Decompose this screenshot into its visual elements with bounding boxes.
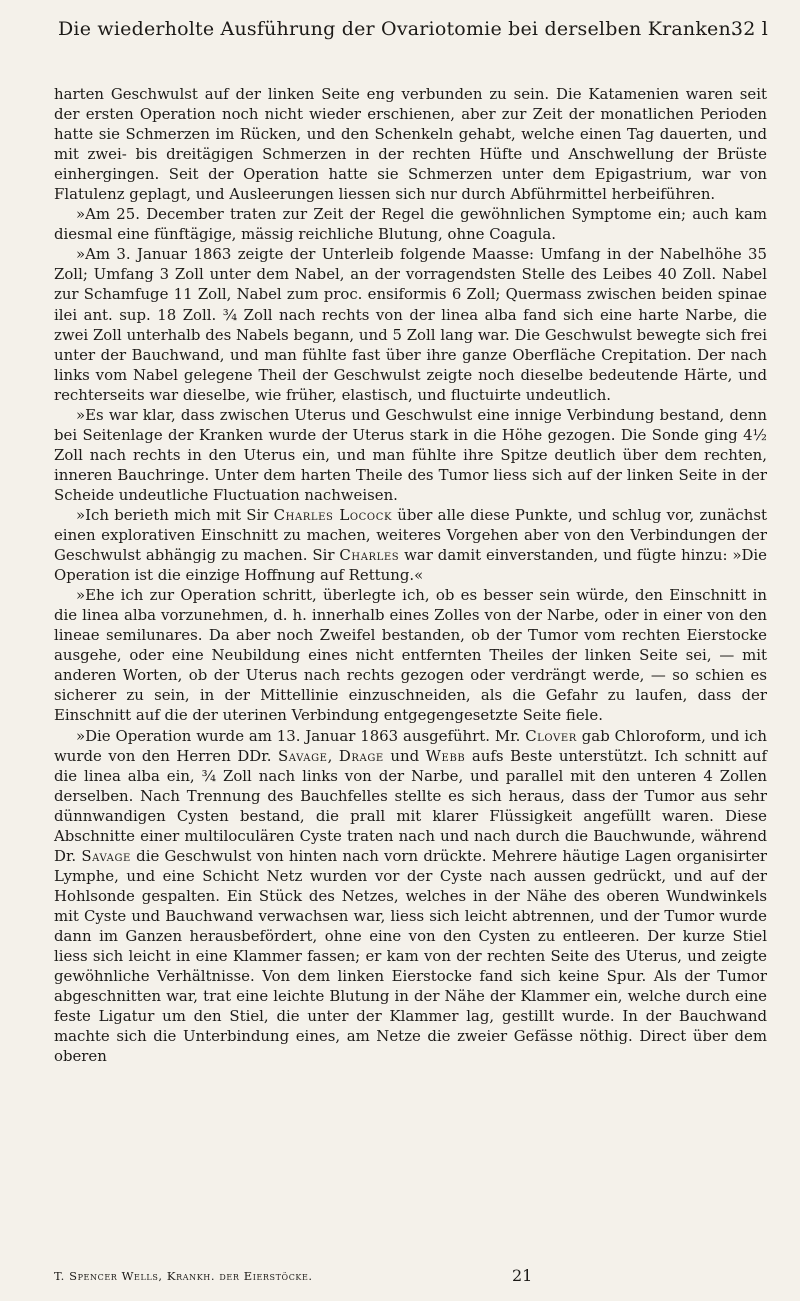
- paragraph-1: harten Geschwulst auf der linken Seite eng verbunden zu sein. Die Katamenien waren seit der ersten Operation noch nicht wieder erschienen, aber zur Zeit der monatlichen Perioden hatte sie Schmerzen im Rücken, und den Schenkeln gehabt, welche einen Tag dauerten, und mit zwei- bis dreitägigen Schmerzen in der rechten Hüfte und Anschwellung der Brüste einhergingen. Seit der Operation hatte sie Schmerzen unter dem Epigastrium, war von Flatulenz geplagt, und Ausleerungen liessen sich nur durch Abführmittel herbeiführen.: [54, 85, 767, 204]
- paragraph-7-text-f: die Geschwulst von hinten nach vorn drückte. Mehrere häutige Lagen organisirter Lymphe, und eine Schicht Netz wurden vor der Cyste nach aussen gedrückt, und auf der Hohlsonde gespalten. Ein Stück des Netzes, welches in der Nähe des oberen Wundwinkels mit Cyste und Bauchwand verwachsen war, liess sich leicht abtrennen, und der Tumor wurde dann im Ganzen herausbefördert, ohne eine von den Cysten zu entleeren. Der kurze Stiel liess sich leicht in eine Klammer fassen; er kam von der rechten Seite des Uterus, und zeigte gewöhnliche Verhältnisse. Von dem linken Eierstocke fand sich keine Spur. Als der Tumor abgeschnitten war, trat eine leichte Blutung in der Nähe der Klammer ein, welche durch eine feste Ligatur um den Stiel, die unter der Klammer lag, gestillt wurde. In der Bauchwand machte sich die Unterbindung eines, am Netze die zweier Gefässe nöthig. Direct über dem oberen: [54, 846, 767, 1066]
- paragraph-5-text-b: über alle diese Punkte, und schlug vor, zunächst einen explorativen Einschnitt zu machen, weiteres Vorgehen aber von den Verbindungen der Geschwulst abhängig zu machen. Sir: [54, 505, 767, 565]
- person-name: Charles Locock: [273, 505, 393, 524]
- paragraph-3: »Am 3. Januar 1863 zeigte der Unterleib folgende Maasse: Umfang in der Nabelhöhe 35 Zoll; Umfang 3 Zoll unter dem Nabel, an der vorragendsten Stelle des Leibes 40 Zoll. Nabel zur Schamfuge 11 Zoll, Nabel zum proc. ensiformis 6 Zoll; Quermass zwischen beiden spinae ilei ant. sup. 18 Zoll. ¾ Zoll nach rechts von der linea alba fand sich eine harte Narbe, die zwei Zoll unterhalb des Nabels begann, und 5 Zoll lang war. Die Geschwulst bewegte sich frei unter der Bauchwand, und man fühlte fast über ihre ganze Oberfläche Crepitation. Der nach links vom Nabel gelegene Theil der Geschwulst zeigte noch dieselbe bedeutende Härte, und rechterseits war dieselbe, wie früher, elastisch, und fluctuirte undeutlich.: [54, 245, 767, 404]
- person-name: Clover: [525, 726, 577, 745]
- paragraph-7-text-a: »Die Operation wurde am 13. Januar 1863 ausgeführt. Mr.: [76, 726, 526, 745]
- person-name: Drage: [338, 746, 384, 765]
- paragraph-7-text-c: ,: [327, 746, 339, 765]
- sheet-number: 21: [512, 1266, 533, 1285]
- paragraph-7-text-e: aufs Beste unterstützt. Ich schnitt auf die linea alba ein, ¾ Zoll nach links von der Narbe, und parallel mit den unteren 4 Zollen derselben. Nach Trennung des Bauchfelles stellte es sich heraus, dass der Tumor aus sehr dünnwandigen Cysten bestand, die prall mit klarer Flüssigkeit angefüllt waren. Diese Abschnitte einer multiloculären Cyste traten nach und nach durch die Bauchwunde, während Dr.: [54, 746, 768, 865]
- paragraph-6: »Ehe ich zur Operation schritt, überlegte ich, ob es besser sein würde, den Einschnitt in die linea alba vorzunehmen, d. h. innerhalb eines Zolles von der Narbe, oder in einer von den lineae semilunares. Da aber noch Zweifel bestanden, ob der Tumor vom rechten Eierstocke ausgehe, oder eine Neubildung eines nicht entfernten Theiles der linken Seite sei, — mit anderen Worten, ob der Uterus nach rechts gezogen oder verdrängt werde, — so schien es sicherer zu sein, in der Mittellinie einzuschneiden, als die Gefahr zu laufen, dass der Einschnitt auf die der uterinen Verbindung entgegengesetzte Seite fiele.: [54, 586, 767, 725]
- running-header: [58, 18, 768, 48]
- paragraph-7: [54, 726, 767, 1067]
- signature-line: T. Spencer Wells, Krankh. der Eierstöcke.: [54, 1269, 313, 1283]
- running-title: Die wiederholte Ausführung der Ovariotomie bei derselben Kranken.: [58, 18, 738, 40]
- page-number: 32 l: [730, 18, 768, 40]
- person-name: Charles: [339, 546, 400, 565]
- paragraph-7-text-b: gab Chloroform, und ich wurde von den Herren DDr.: [54, 726, 767, 765]
- paragraph-5-text-a: »Ich berieth mich mit Sir: [76, 505, 274, 524]
- page-footer: [54, 1266, 767, 1288]
- person-name: Savage: [277, 746, 328, 765]
- paragraph-4: »Es war klar, dass zwischen Uterus und Geschwulst eine innige Verbindung bestand, denn bei Seitenlage der Kranken wurde der Uterus stark in die Höhe gezogen. Die Sonde ging 4½ Zoll nach rechts in den Uterus ein, und man fühlte ihre Spitze deutlich über dem rechten, inneren Bauchringe. Unter dem harten Theile des Tumor liess sich auf der linken Seite in der Scheide undeutliche Fluctuation nachweisen.: [54, 405, 767, 504]
- body-text: [54, 84, 767, 1066]
- paragraph-7-text-d: und: [383, 746, 426, 765]
- paragraph-5-text-c: war damit einverstanden, und fügte hinzu: »Die Operation ist die einzige Hoffnung auf Rettung.«: [54, 546, 767, 585]
- paragraph-2: »Am 25. December traten zur Zeit der Regel die gewöhnlichen Symptome ein; auch kam diesmal eine fünftägige, mässig reichliche Blutung, ohne Coagula.: [54, 205, 767, 244]
- person-name: Savage: [81, 846, 131, 865]
- person-name: Webb: [425, 746, 466, 765]
- paragraph-5: [54, 505, 767, 585]
